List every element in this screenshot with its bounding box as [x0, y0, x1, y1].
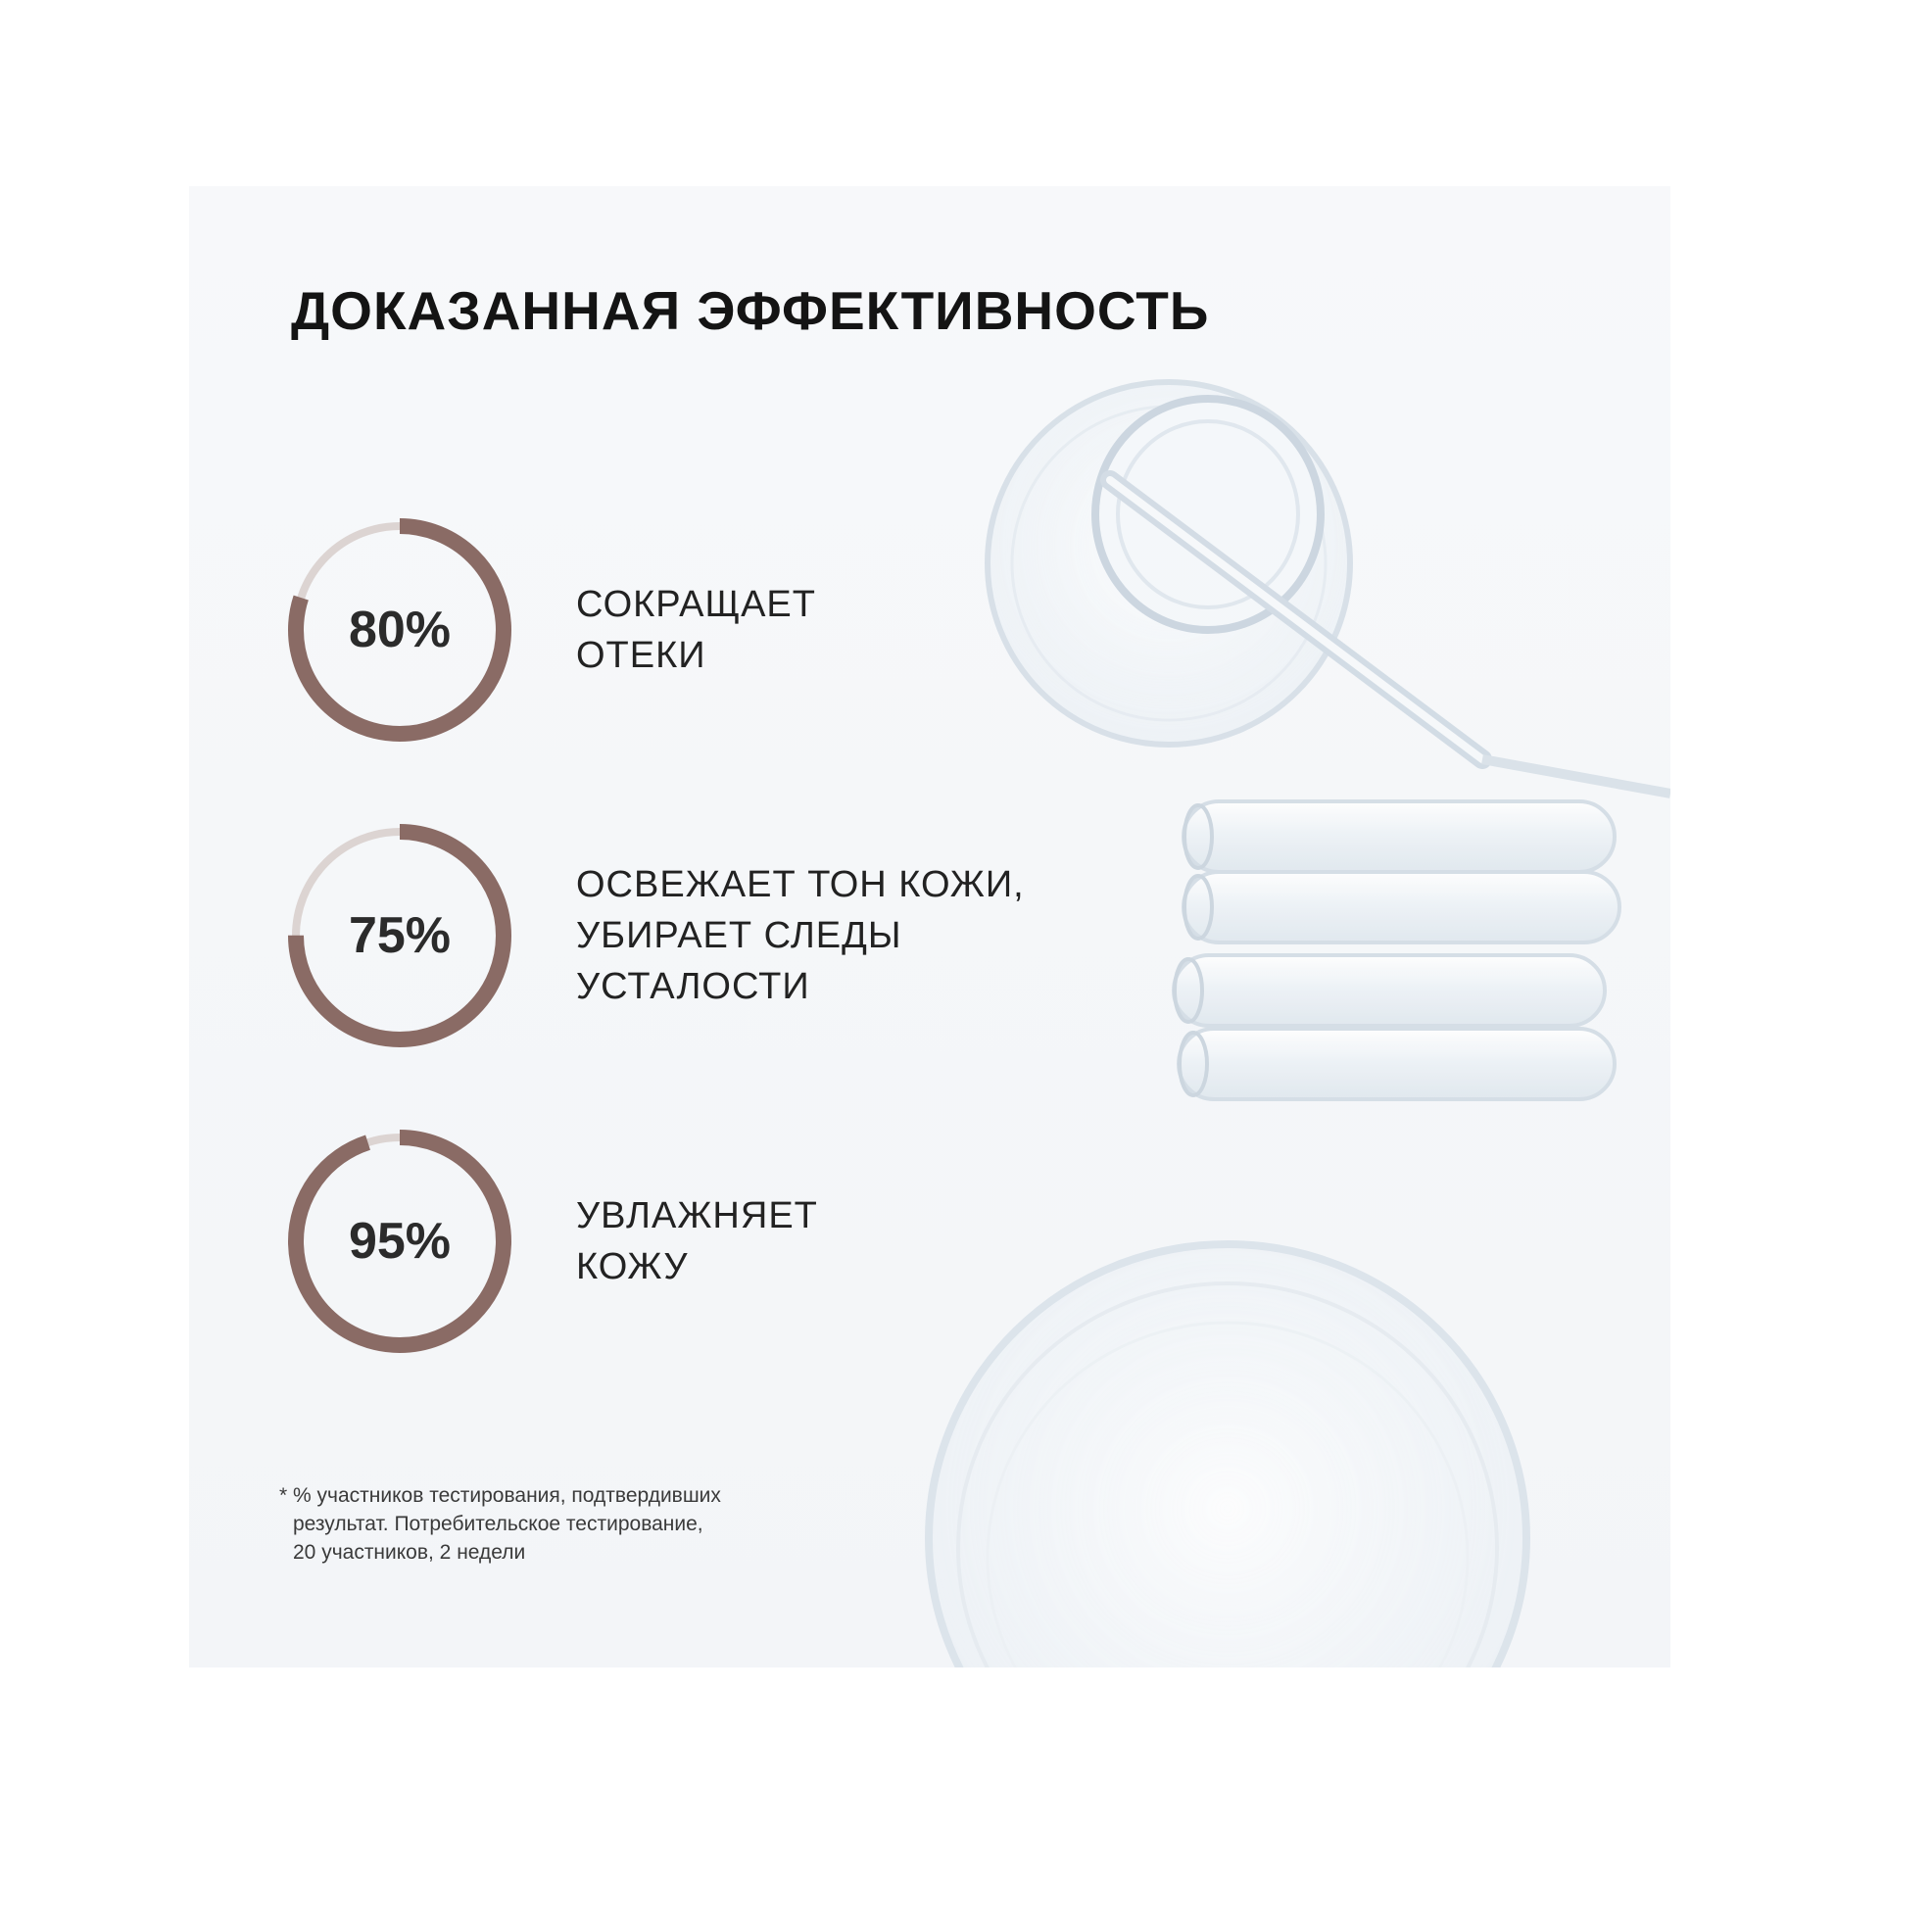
infographic-card — [189, 186, 1670, 1667]
progress-ring — [287, 823, 512, 1048]
footnote-line: 20 участников, 2 недели — [293, 1541, 526, 1564]
stat-description: УВЛАЖНЯЕТ КОЖУ — [576, 1195, 818, 1287]
footnote — [279, 1481, 906, 1567]
stat-item — [287, 517, 992, 743]
page-title: ДОКАЗАННАЯ ЭФФЕКТИВНОСТЬ — [291, 280, 1210, 341]
footnote-marker: * — [279, 1484, 288, 1507]
stat-percent: 80% — [348, 602, 452, 658]
footnote-line: результат. Потребительское тестирование, — [293, 1513, 703, 1535]
stat-item — [287, 1129, 992, 1354]
stat-description: ОСВЕЖАЕТ ТОН КОЖИ, УБИРАЕТ СЛЕДЫ УСТАЛОСТИ — [576, 864, 1025, 1007]
beaker-icon — [988, 382, 1670, 794]
stat-description: СОКРАЩАЕТ ОТЕКИ — [576, 584, 816, 676]
stat-percent: 95% — [348, 1213, 452, 1270]
stat-item — [287, 823, 1025, 1048]
footnote-line: % участников тестирования, подтвердивших — [293, 1484, 721, 1507]
stat-percent: 75% — [348, 907, 452, 964]
progress-ring — [287, 1129, 512, 1354]
test-tubes-icon — [1174, 801, 1619, 1099]
petri-dish-icon — [929, 1244, 1526, 1667]
progress-ring — [287, 517, 512, 743]
